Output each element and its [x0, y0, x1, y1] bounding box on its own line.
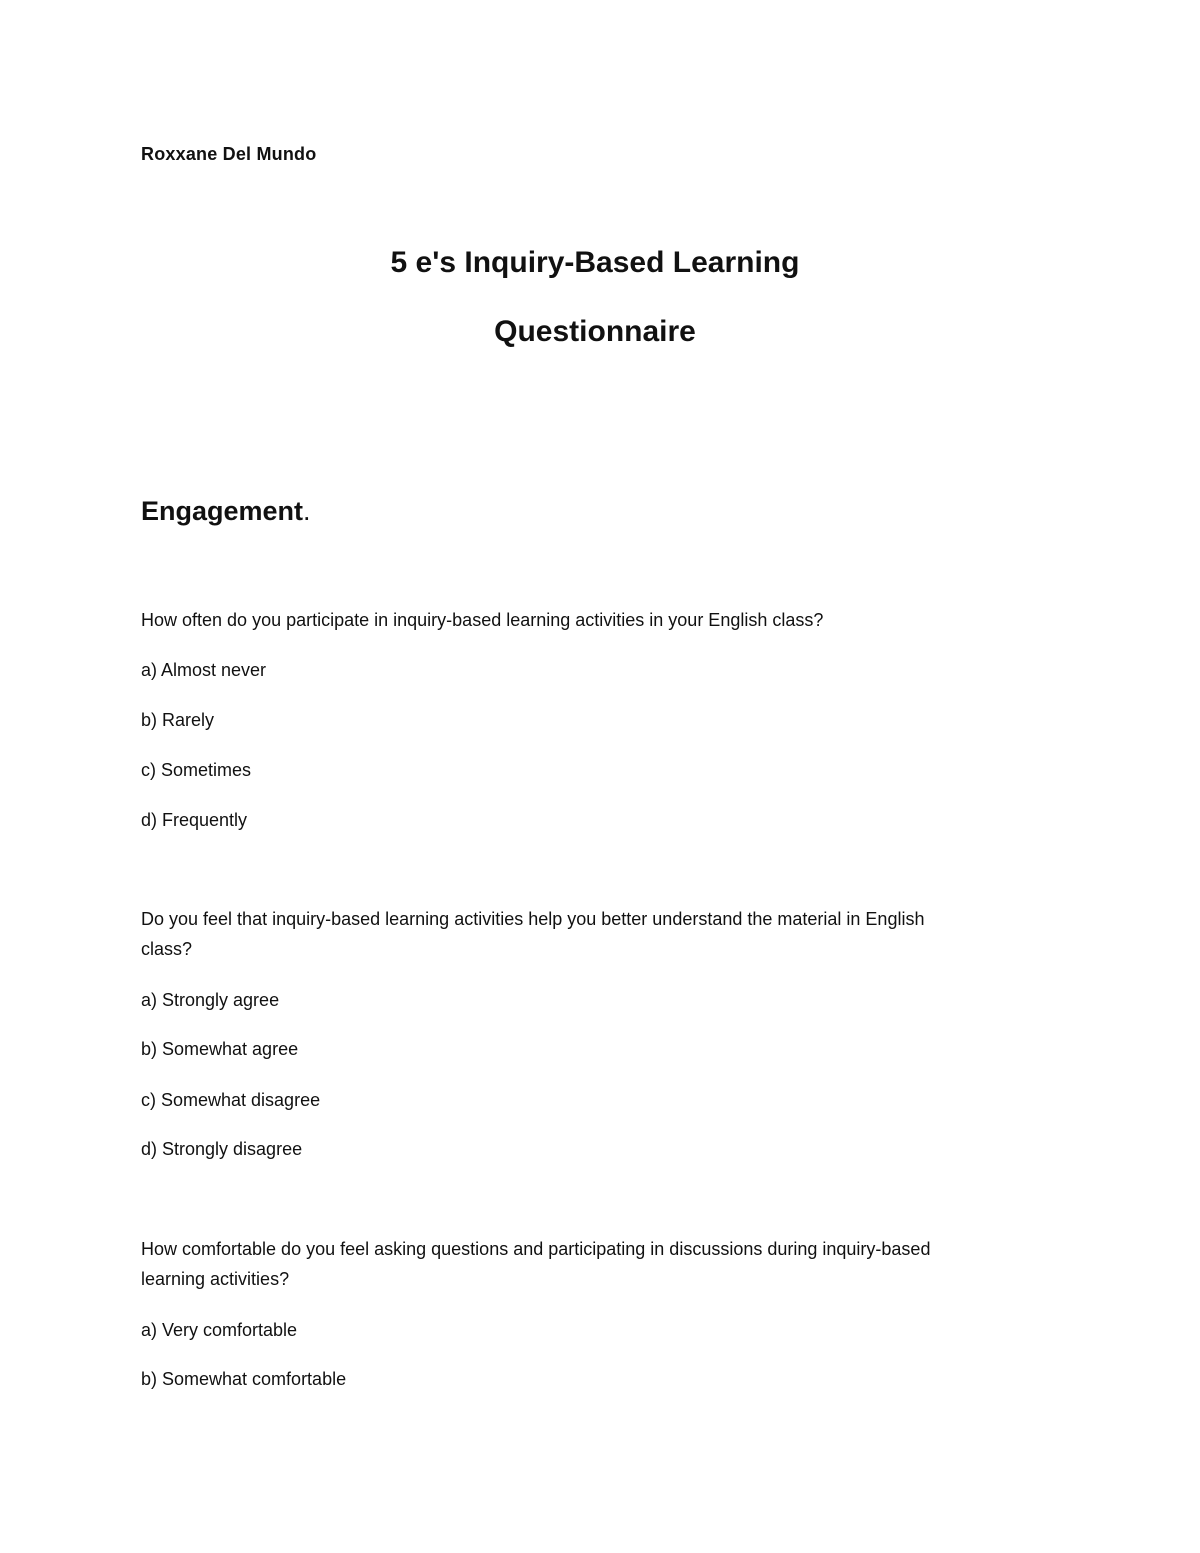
question-3-option-a: a) Very comfortable: [141, 1320, 298, 1340]
section-heading-text: Engagement: [141, 496, 304, 526]
document-subtitle: Questionnaire: [494, 315, 696, 348]
question-3-text-line-2: learning activities?: [141, 1269, 290, 1289]
section-heading-engagement: [141, 496, 311, 527]
question-2-text-line-2: class?: [141, 939, 193, 959]
question-3-option-b: b) Somewhat comfortable: [141, 1369, 347, 1389]
author-name: Roxxane Del Mundo: [141, 144, 317, 164]
question-1-option-d: d) Frequently: [141, 810, 248, 830]
question-2-option-c: c) Somewhat disagree: [141, 1090, 321, 1110]
section-heading-punct: .: [303, 496, 311, 526]
question-1-text: How often do you participate in inquiry-based learning activities in your English class?: [141, 610, 824, 630]
question-2-option-a: a) Strongly agree: [141, 990, 280, 1010]
question-1-option-c: c) Sometimes: [141, 760, 252, 780]
question-2-option-d: d) Strongly disagree: [141, 1139, 303, 1159]
question-2-option-b: b) Somewhat agree: [141, 1039, 299, 1059]
document-title: 5 e's Inquiry-Based Learning: [390, 246, 800, 279]
question-2-text-line-1: Do you feel that inquiry-based learning activities help you better understand the material in English: [141, 909, 925, 929]
question-3-text-line-1: How comfortable do you feel asking questions and participating in discussions during inquiry-based: [141, 1239, 931, 1259]
question-1-option-a: a) Almost never: [141, 660, 267, 680]
question-1-option-b: b) Rarely: [141, 710, 215, 730]
